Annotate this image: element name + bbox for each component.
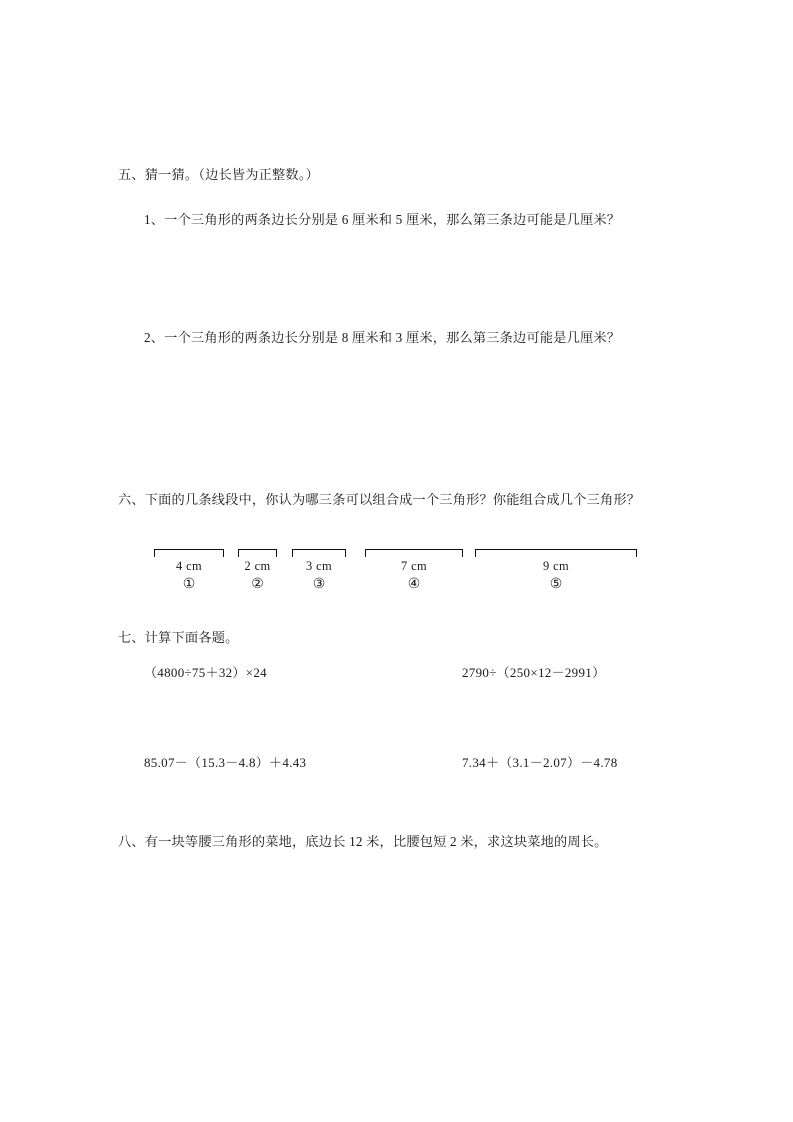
section-five-heading: 五、猜一猜。（边长皆为正整数。）: [118, 167, 319, 182]
segment-bracket-icon: [154, 549, 224, 557]
line-segment-4: [365, 549, 463, 605]
segment-length-label: 4 cm: [175, 559, 203, 573]
segment-index-label: ①: [182, 577, 196, 592]
section-eight-heading: 八、有一块等腰三角形的菜地，底边长 12 米，比腰包短 2 米，求这块菜地的周长。: [118, 834, 608, 849]
segment-length-label: 9 cm: [542, 559, 570, 573]
segment-bracket-icon: [475, 549, 637, 557]
line-segment-5: [475, 549, 637, 605]
line-segment-2: [238, 549, 277, 605]
segment-length-label: 3 cm: [305, 559, 333, 573]
segment-index-label: ③: [312, 577, 326, 592]
segment-index-label: ②: [251, 577, 264, 592]
section-seven-heading: 七、计算下面各题。: [118, 630, 239, 645]
line-segment-figure: [150, 549, 650, 605]
segment-length-label: 2 cm: [244, 559, 271, 573]
section-five-item-1: 1、一个三角形的两条边长分别是 6 厘米和 5 厘米，那么第三条边可能是几厘米？: [144, 212, 621, 227]
line-segment-3: [292, 549, 346, 605]
segment-bracket-icon: [292, 549, 346, 557]
segment-index-label: ④: [407, 577, 421, 592]
segment-bracket-icon: [238, 549, 277, 557]
segment-index-label: ⑤: [549, 577, 563, 592]
calc-problem-2: 2790÷（250×12－2991）: [462, 665, 606, 680]
calc-problem-1: （4800÷75＋32）×24: [144, 665, 267, 680]
segment-length-label: 7 cm: [400, 559, 428, 573]
line-segment-1: [154, 549, 224, 605]
calc-problem-3: 85.07－（15.3－4.8）＋4.43: [144, 755, 307, 770]
section-six-heading: 六、下面的几条线段中，你认为哪三条可以组合成一个三角形？你能组合成几个三角形？: [118, 492, 641, 507]
section-five-item-2: 2、一个三角形的两条边长分别是 8 厘米和 3 厘米，那么第三条边可能是几厘米？: [144, 330, 621, 345]
segment-bracket-icon: [365, 549, 463, 557]
calc-problem-4: 7.34＋（3.1－2.07）－4.78: [462, 755, 618, 770]
